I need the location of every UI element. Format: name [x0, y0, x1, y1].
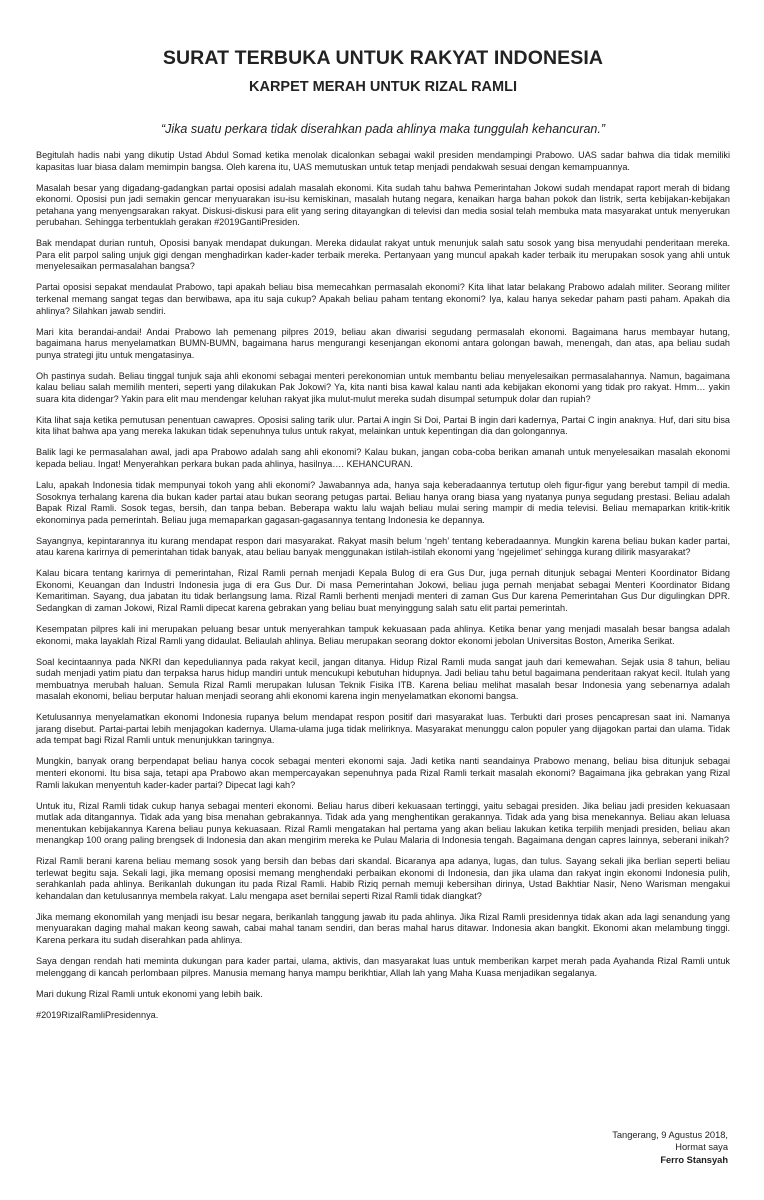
letter-body	[36, 136, 730, 1021]
letter-subtitle: KARPET MERAH UNTUK RIZAL RAMLI	[249, 79, 517, 95]
paragraph: Untuk itu, Rizal Ramli tidak cukup hanya sebagai menteri ekonomi. Beliau harus diberi kekuasaan tertinggi, yaitu sebagai presiden. Jika beliau jadi presiden kekuasaan mutlak ada ditangannya. Tidak ada yang bisa menahan gebrakannya. Tidak ada yang menghentikan gerakannya. Tidak ada yang bisa menekannya. Beliau akan leluasa menentukan kebijakannya Karena beliau punya kekuasaan. Rizal Ramli mengatakan hal pertama yang akan beliau lakukan ketika terpilih menjadi presiden, beliau akan menangkap 100 orang paling brengsek di Indonesia dan akan mengirim mereka ke Pulau Malaria di Indonesia tengah. Bagaimana dengan capres lainnya, seberani inikah?	[36, 800, 730, 846]
paragraph: Bak mendapat durian runtuh, Oposisi banyak mendapat dukungan. Mereka didaulat rakyat untuk menunjuk salah satu sosok yang bisa menyudahi penderitaan mereka. Para elit parpol saling unjuk gigi dengan menghadirkan kader-kader terbaik mereka. Pertanyaan yang muncul apakah kader terbaik itu merupakan sosok yang ahli untuk menyelesaikan permasalahan bangsa?	[36, 238, 730, 272]
paragraph: Masalah besar yang digadang-gadangkan partai oposisi adalah masalah ekonomi. Kita sudah tahu bahwa Pemerintahan Jokowi sudah mendapat raport merah di bidang ekonomi. Oposisi pun jadi semakin gencar menyuarakan isu-isu kemiskinan, masalah hutang negara, kenaikan harga bahan pokok dan listrik, serta kebijakan-kebijakan petahana yang menyengsarakan rakyat. Diskusi-diskusi para elit yang sering ditayangkan di televisi dan media sosial telah membuka mata masyarakat untuk menyerukan perubahan. Sehingga terbentuklah gerakan #2019GantiPresiden.	[36, 182, 730, 228]
paragraph: Kita lihat saja ketika pemutusan penentuan cawapres. Oposisi saling tarik ulur. Partai A ingin Si Doi, Partai B ingin dari kadernya, Partai C ingin anaknya. Huf, dari situ bisa kita lihat bahwa apa yang mereka lakukan tidak sepenuhnya tulus untuk rakyat, melainkan untuk kepentingan dia dan golongannya.	[36, 414, 730, 437]
paragraph: Balik lagi ke permasalahan awal, jadi apa Prabowo adalah sang ahli ekonomi? Kalau bukan, jangan coba-coba berikan amanah untuk menyelesaikan masalah ekonomi kepada beliau. Ingat! Menyerahkan perkara bukan pada ahlinya, hasilnya…. KEHANCURAN.	[36, 447, 730, 469]
paragraph: Mungkin, banyak orang berpendapat beliau hanya cocok sebagai menteri ekonomi saja. Jadi ketika nanti seandainya Prabowo menang, beliau bisa ditunjuk sebagai menteri ekonomi. Itu bisa saja, tetapi apa Prabowo akan mempercayakan sepenuhnya pada Rizal Ramli terkait masalah ekonomi? Bagaimana jika gebrakan yang Rizal Ramli lakukan menyentuh kader-kader partai? Dipecat lagi kah?	[36, 756, 730, 790]
signer-name: Ferro Stansyah	[660, 1154, 728, 1165]
paragraph: Lalu, apakah Indonesia tidak mempunyai tokoh yang ahli ekonomi? Jawabannya ada, hanya saja keberadaannya tertutup oleh figur-figur yang berebut tampil di media. Sosoknya terhalang karena dia bukan kader partai atau bukan seorang petugas partai. Beliau hanya orang biasa yang nyatanya punya segudang prestasi. Beliau adalah Bapak Rizal Ramli. Sosok tegas, bersih, dan tanpa beban. Beberapa waktu lalu wajah beliau mulai sering mampir di media televisi. Beliau memaparkan kritik-kritik ekonominya pada pemerintah. Beliau juga memaparkan gagasan-gagasannya tentang Indonesia ke depannya.	[36, 480, 730, 525]
closing-appeal: Mari dukung Rizal Ramli untuk ekonomi yang lebih baik.	[36, 988, 263, 999]
paragraph: Mari kita berandai-andai! Andai Prabowo lah pemenang pilpres 2019, beliau akan diwarisi segudang permasalah ekonomi. Bagaimana harus membayar hutang, bagaimana harus menyelamatkan BUMN-BUMN, bagaimana harus mengurangi kesenjangan ekonomi antara golongan bawah, menengah, dan atas, apa beliau sudah punya strategi jitu untuk mengatasinya.	[36, 326, 730, 360]
paragraph: Kesempatan pilpres kali ini merupakan peluang besar untuk menyerahkan tampuk kekuasaan pada ahlinya. Ketika benar yang menjadi masalah besar bangsa adalah ekonomi, maka layaklah Rizal Ramli yang didaulat. Beliaulah ahlinya. Beliau merupakan seorang doktor ekonomi jebolan Universitas Boston, Amerika Serikat.	[36, 624, 730, 646]
paragraph: Oh pastinya sudah. Beliau tinggal tunjuk saja ahli ekonomi sebagai menteri perekonomian untuk membantu beliau menyelesaikan permasalahannya. Namun, bagaimana kalau beliau salah memilih menteri, seperti yang dilakukan Pak Jokowi? Ya, kita nanti bisa kawal kalau nanti ada kebijakan ekonomi yang tidak pro rakyat. Hmm… yakin suara kita didengar? Yakin para elit mau mendengar keluhan rakyat jika mulut-mulut mereka sudah disumpal setumpuk dolar dan rupiah?	[36, 370, 730, 404]
paragraph: Begitulah hadis nabi yang dikutip Ustad Abdul Somad ketika menolak dicalonkan sebagai wakil presiden mendampingi Prabowo. UAS sadar bahwa dia tidak memiliki kapasitas luar biasa dalam memimpin bangsa. Oleh karena itu, UAS memutuskan untuk tetap menjadi pendakwah sesuai dengan kemampuannya.	[36, 150, 730, 172]
paragraph: Rizal Ramli berani karena beliau memang sosok yang bersih dan bebas dari skandal. Bicaranya apa adanya, lugas, dan tulus. Sayang sekali jika berlian seperti beliau terlewat begitu saja. Sekali lagi, jika memang oposisi memang menghendaki perbaikan ekonomi di Indonesia, dan jika ulama dan rakyat ingin ekonomi Indonesia pulih, serahkanlah pada ahlinya. Berikanlah dukungan itu pada Rizal Ramli. Habib Riziq pernah memuji kebersihan dirinya, Ustad Bakhtiar Nasir, Neno Warisman mengakui kehandalan dan ketulusannya membela rakyat. Lalu mengapa aset bernilai seperti Rizal Ramli tidak diangkat?	[36, 856, 730, 901]
signature-block	[612, 1129, 728, 1166]
paragraph: Partai oposisi sepakat mendaulat Prabowo, tapi apakah beliau bisa memecahkan permasalah ekonomi? Kita lihat latar belakang Prabowo adalah militer. Seorang militer terkenal memang sangat tegas dan berwibawa, apa itu saja cukup? Apakah beliau paham tentang ekonomi? Iya, kalau hanya sekedar paham pasti paham. Apakah dia ahlinya? Silahkan jawab sendiri.	[36, 282, 730, 316]
paragraph: Saya dengan rendah hati meminta dukungan para kader partai, ulama, aktivis, dan masyarakat luas untuk memberikan karpet merah pada Ayahanda Rizal Ramli untuk melenggang di kancah perlombaan pilpres. Manusia memang hanya mampu berikhtiar, Allah lah yang Maha Kuasa menjadikan segalanya.	[36, 956, 730, 978]
closing-salutation: Hormat saya	[675, 1142, 728, 1153]
paragraph: Kalau bicara tentang karirnya di pemerintahan, Rizal Ramli pernah menjadi Kepala Bulog di era Gus Dur, juga pernah ditunjuk sebagai Menteri Koordinator Bidang Ekonomi, Keuangan dan Industri Indonesia juga di era Gus Dur. Di masa Pemerintahan Jokowi, beliau juga pernah menjabat sebagai Menteri Koordinator Bidang Kemaritiman. Sayang, dua jabatan itu tidak berlangsung lama. Rizal Ramli berhenti menjadi menteri di zaman Gus Dur karena Pemerintahan Gus Dur digulingkan DPR. Sedangkan di zaman Jokowi, Rizal Ramli dipecat karena gebrakan yang beliau buat menyinggung salah satu elit partai pemerintah.	[36, 568, 730, 613]
paragraph: Soal kecintaannya pada NKRI dan kepeduliannya pada rakyat kecil, jangan ditanya. Hidup Rizal Ramli muda sangat jauh dari kemewahan. Sejak usia 8 tahun, beliau sudah menjadi yatim piatu dan terpaksa harus hidup mandiri untuk mencukupi kebutuhan hidupnya. Jadi beliau tahu betul bagaimana penderitaan rakyat kecil. Itulah yang membuatnya merubah haluan. Semula Rizal Ramli merupakan lulusan Teknik Fisika ITB. Karena beliau melihat masalah besar Indonesia yang sebenarnya adalah masalah ekonomi, beliau berputar haluan menjadi seorang ahli ekonomi karena ingin menyelamatkan ekonomi bangsa.	[36, 656, 730, 702]
paragraph: Ketulusannya menyelamatkan ekonomi Indonesia rupanya belum mendapat respon positif dari masyarakat luas. Terbukti dari proses pencapresan saat ini. Namanya jarang disebut. Partai-partai lebih menjagokan kadernya. Ulama-ulama juga tidak meliriknya. Masyarakat menunggu calon populer yang dijagokan partai dan ulama. Tidak ada tempat bagi Rizal Ramli untuk menunjukkan taringnya.	[36, 712, 730, 746]
letter-title: SURAT TERBUKA UNTUK RAKYAT INDONESIA	[162, 47, 604, 69]
paragraph: Jika memang ekonomilah yang menjadi isu besar negara, berikanlah tanggung jawab itu pada ahlinya. Jika Rizal Ramli presidennya tidak akan ada lagi senandung yang menyuarakan daging mahal makan keong sawah, cabai mahal tanam sendiri, dan beras mahal harus ditawar. Indonesia akan bangkit. Ekonomi akan melambung tinggi. Karena perkara itu sudah diserahkan pada ahlinya.	[36, 911, 730, 946]
place-date: Tangerang, 9 Agustus 2018,	[612, 1130, 728, 1140]
opening-quote: “Jika suatu perkara tidak diserahkan pada ahlinya maka tunggulah kehancuran.”	[160, 122, 606, 136]
paragraph: Sayangnya, kepintarannya itu kurang mendapat respon dari masyarakat. Rakyat masih belum ‘ngeh’ tentang keberadaannya. Mungkin karena beliau bukan kader partai, atau karena karirnya di pemerintahan tidak banyak, atau beliau banyak menggunakan istilah-istilah ekonomi yang ‘ngejelimet’ sehingga kurang dilirik masyarakat?	[36, 535, 730, 558]
hashtag: #2019RizalRamliPresidennya.	[36, 1009, 159, 1020]
